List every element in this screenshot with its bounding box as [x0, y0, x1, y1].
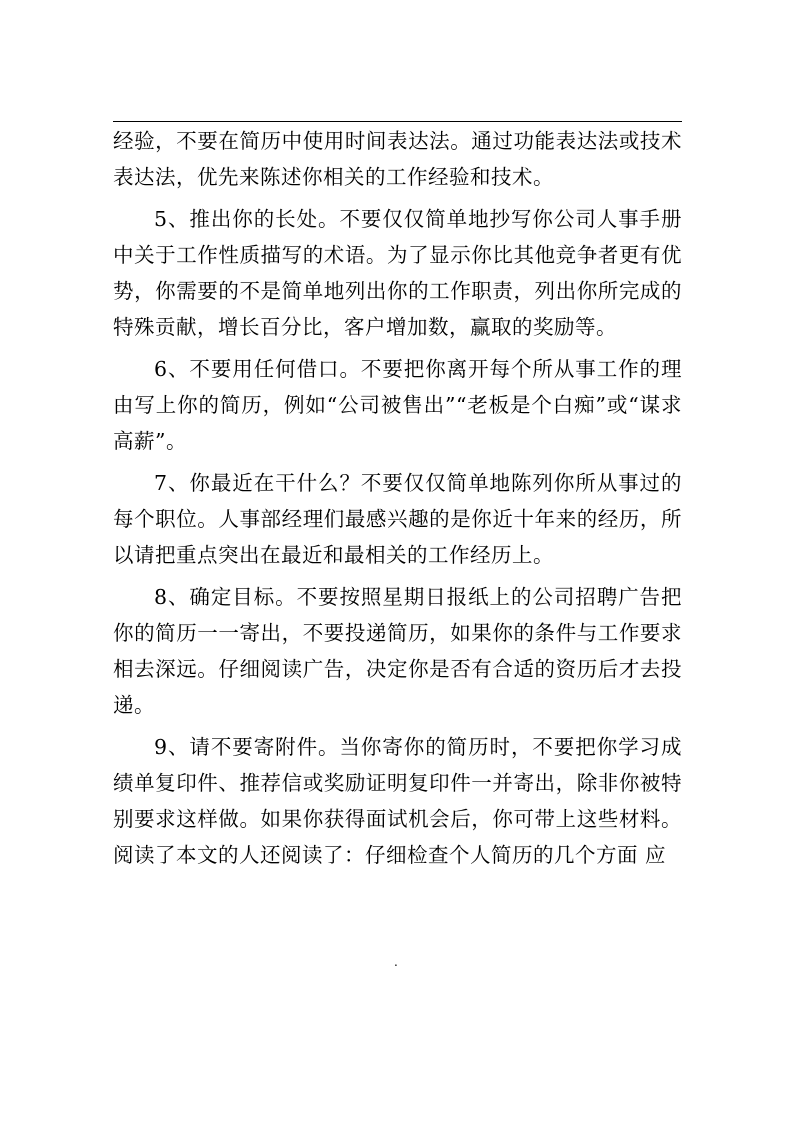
paragraph-tip-9: 9、请不要寄附件。当你寄你的简历时，不要把你学习成绩单复印件、推荐信或奖励证明复印件一并寄出，除非你被特别要求这样做。如果你获得面试机会后，你可带上这些材料。阅读了本文的人还阅读了：仔细检查个人简历的几个方面 应	[113, 735, 682, 867]
paragraph-tip-6: 6、不要用任何借口。不要把你离开每个所从事工作的理由写上你的简历，例如“公司被售出”“老板是个白痴”或“谋求高薪”。	[113, 357, 682, 453]
page-footer-mark: .	[394, 955, 398, 969]
paragraph-tip-8: 8、确定目标。不要按照星期日报纸上的公司招聘广告把你的简历一一寄出，不要投递简历，如果你的条件与工作要求相去深远。仔细阅读广告，决定你是否有合适的资历后才去投递。	[113, 585, 682, 717]
paragraph-tip-7: 7、你最近在干什么？不要仅仅简单地陈列你所从事过的每个职位。人事部经理们最感兴趣的是你近十年来的经历，所以请把重点突出在最近和最相关的工作经历上。	[113, 471, 682, 567]
document-body	[113, 123, 682, 873]
paragraph-tip-5: 5、推出你的长处。不要仅仅简单地抄写你公司人事手册中关于工作性质描写的术语。为了显示你比其他竞争者更有优势，你需要的不是简单地列出你的工作职责，列出你所完成的特殊贡献，增长百分比，客户增加数，赢取的奖励等。	[113, 207, 682, 339]
paragraph-continuation: 经验，不要在简历中使用时间表达法。通过功能表达法或技术表达法，优先来陈述你相关的工作经验和技术。	[113, 129, 682, 189]
header-rule	[113, 121, 682, 122]
